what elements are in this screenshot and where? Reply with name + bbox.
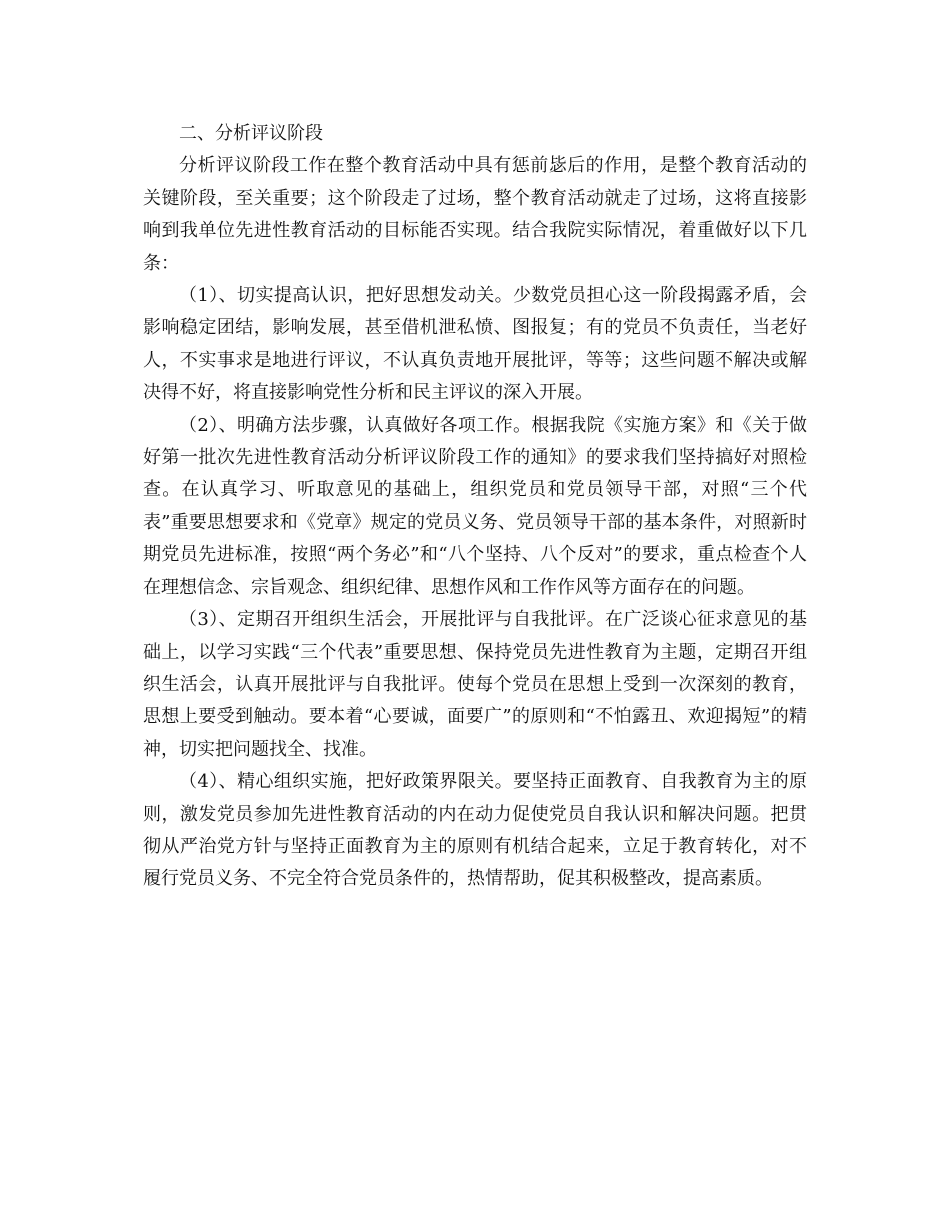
paragraph-item-3: （3）、定期召开组织生活会，开展批评与自我批评。在广泛谈心征求意见的基础上，以学习实践“三个代表”重要思想、保持党员先进性教育为主题，定期召开组织生活会，认真开展批评与自我批评。使每个党员在思想上受到一次深刻的教育，思想上要受到触动。要本着“心要诚，面要广”的原则和“不怕露丑、欢迎揭短”的精神，切实把问题找全、找准。 (143, 609, 807, 760)
paragraph-item-1: （1）、切实提高认识，把好思想发动关。少数党员担心这一阶段揭露矛盾，会影响稳定团结，影响发展，甚至借机泄私愤、图报复；有的党员不负责任，当老好人，不实事求是地进行评议，不认真负责地开展批评，等等；这些问题不解决或解决得不好，将直接影响党性分析和民主评议的深入开展。 (143, 285, 807, 404)
paragraph-intro: 分析评议阶段工作在整个教育活动中具有惩前毖后的作用，是整个教育活动的关键阶段，至关重要；这个阶段走了过场，整个教育活动就走了过场，这将直接影响到我单位先进性教育活动的目标能否实现。结合我院实际情况，着重做好以下几条： (143, 155, 807, 274)
section-heading: 二、分析评议阶段 (179, 123, 323, 144)
paragraph-item-2: （2）、明确方法步骤，认真做好各项工作。根据我院《实施方案》和《关于做好第一批次先进性教育活动分析评议阶段工作的通知》的要求我们坚持搞好对照检查。在认真学习、听取意见的基础上，组织党员和党员领导干部，对照“三个代表”重要思想要求和《党章》规定的党员义务、党员领导干部的基本条件，对照新时期党员先进标准，按照“两个务必”和“八个坚持、八个反对”的要求，重点检查个人在理想信念、宗旨观念、组织纪律、思想作风和工作作风等方面存在的问题。 (143, 414, 807, 598)
document-body (143, 118, 807, 896)
paragraph-item-4: （4）、精心组织实施，把好政策界限关。要坚持正面教育、自我教育为主的原则，激发党员参加先进性教育活动的内在动力促使党员自我认识和解决问题。把贯彻从严治党方针与坚持正面教育为主的原则有机结合起来，立足于教育转化，对不履行党员义务、不完全符合党员条件的，热情帮助，促其积极整改，提高素质。 (143, 771, 807, 890)
